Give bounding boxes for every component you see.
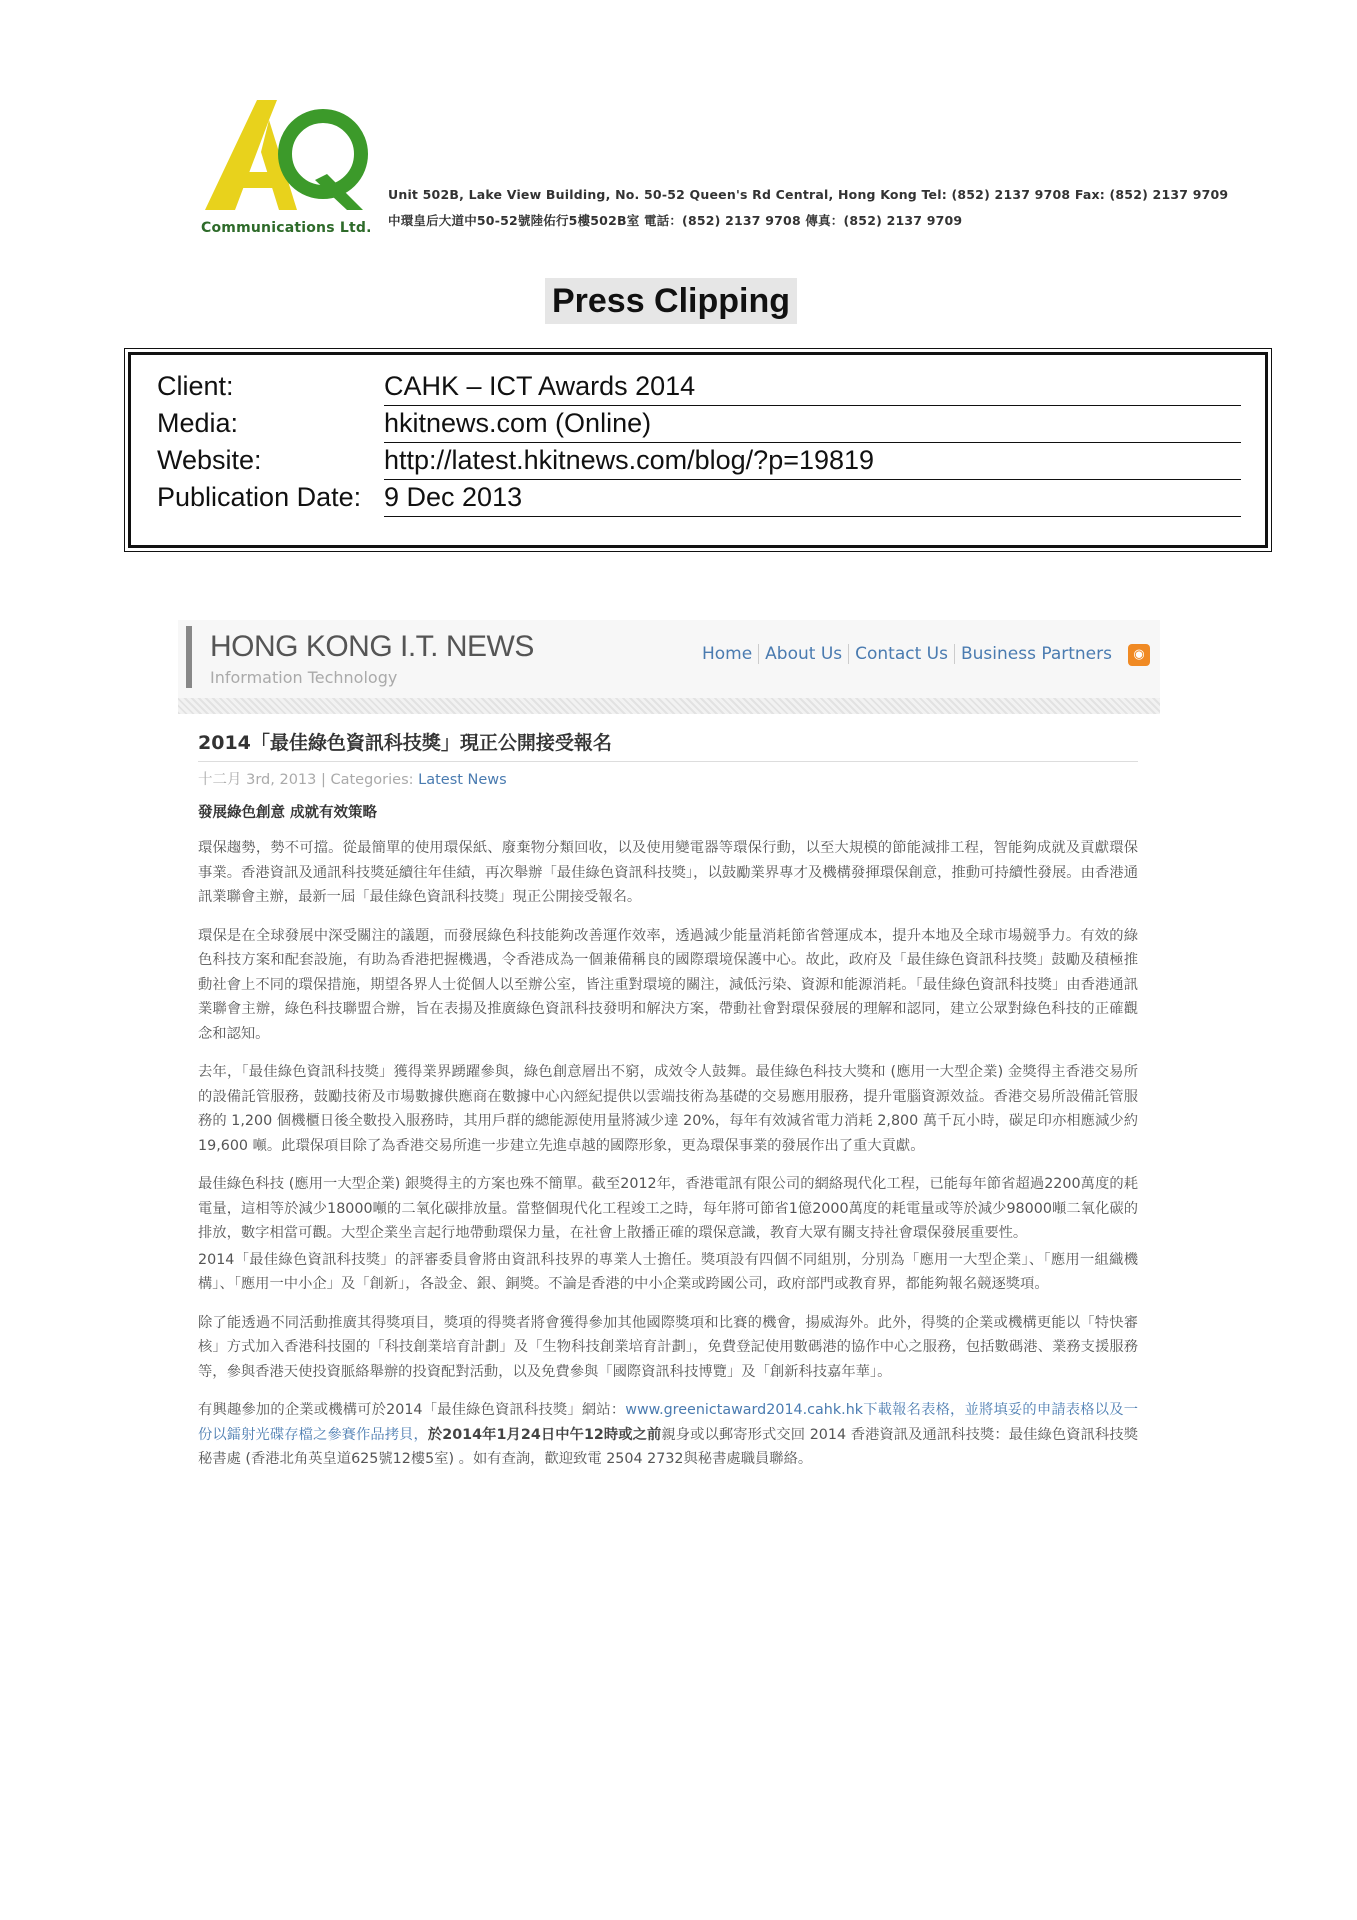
paragraph-2: 環保是在全球發展中深受關注的議題，而發展綠色科技能夠改善運作效率，透過減少能量消耗節省營運成本，提升本地及全球市場競爭力。有效的綠色科技方案和配套設施，有助為香港把握機遇，令香港成為一個兼備稱良的國際環境保護中心。故此，政府及「最佳綠色資訊科技獎」鼓勵及積極推動社會上不同的環保措施，期望各界人士從個人以至辦公室，皆注重對環境的關注，減低污染、資源和能源消耗。「最佳綠色資訊科技獎」由香港通訊業聯會主辦，綠色科技聯盟合辦，旨在表揚及推廣綠色資訊科技發明和解決方案，帶動社會對環保發展的理解和認同，建立公眾對綠色科技的正確觀念和認知。 xyxy=(198,927,1138,1042)
paragraph-4: 最佳綠色科技 (應用一大型企業) 銀獎得主的方案也殊不簡單。截至2012年，香港電訊有限公司的網絡現代化工程，已能每年節省超過2200萬度的耗電量，這相等於減少18000噸的二氧化碳排放量。當整個現代化工程竣工之時，每年將可節省1億2000萬度的耗電量或等於減少98000噸二氧化碳的排放，數字相當可觀。大型企業坐言起行地帶動環保力量，在社會上散播正確的環保意識，教育大眾有關支持社會環保發展重要性。 xyxy=(198,1176,1138,1241)
paragraph-6: 除了能透過不同活動推廣其得獎項目，獎項的得獎者將會獲得參加其他國際獎項和比賽的機會，揚威海外。此外，得獎的企業或機構更能以「特快審核」方式加入香港科技園的「科技創業培育計劃」及「生物科技創業培育計劃」，免費登記使用數碼港的協作中心之服務，包括數碼港、業務支援服務等，參與香港天使投資脈絡舉辦的投資配對活動，以及免費參與「國際資訊科技博覽」及「創新科技嘉年華」。 xyxy=(198,1314,1138,1380)
post-meta xyxy=(198,768,1138,789)
paragraph-3: 去年，「最佳綠色資訊科技獎」獲得業界踴躍參與，綠色創意層出不窮，成效令人鼓舞。最佳綠色科技大獎和 (應用一大型企業) 金獎得主香港交易所的設備託管服務，鼓勵技術及市場數據供應商在數據中心內經紀提供以雲端技術為基礎的交易應用服務，提升電腦資源效益。香港交易所設備託管服務的 1,200 個機櫃日後全數投入服務時，其用戶群的總能源使用量將減少達 20%，每年有效減省電力消耗 2,800 萬千瓦小時，碳足印亦相應減少約 19,600 噸。此環保項目除了為香港交易所進一步建立先進卓越的國際形象，更為環保事業的發展作出了重大貢獻。 xyxy=(198,1064,1138,1154)
nav-about-us[interactable]: About Us xyxy=(759,644,849,664)
aq-logo-icon xyxy=(195,92,375,222)
post-subheading: 發展綠色創意 成就有效策略 xyxy=(198,805,378,821)
company-name: Communications Ltd. xyxy=(201,220,372,236)
post-date: 十二月 3rd, 2013 | Categories: xyxy=(198,772,419,788)
site-name[interactable]: HONG KONG I.T. NEWS xyxy=(210,630,534,663)
address-english: Unit 502B, Lake View Building, No. 50-52 Queen's Rd Central, Hong Kong Tel: (852) 2137 9708 Fax: (852) 2137 9709 xyxy=(388,187,1229,202)
page-title: Press Clipping xyxy=(545,278,797,324)
date-row xyxy=(157,482,1241,518)
paragraph-7-intro: 有興趣參加的企業或機構可於2014「最佳綠色資訊科技獎」網站： xyxy=(198,1402,626,1418)
post-category[interactable]: Latest News xyxy=(418,772,507,788)
header-divider xyxy=(178,698,1160,714)
address-chinese: 中環皇后大道中50-52號陸佑行5樓502B室 電話：(852) 2137 9708 傳真：(852) 2137 9709 xyxy=(388,213,963,228)
rss-icon[interactable]: ◉ xyxy=(1128,644,1150,666)
submission-deadline: 於2014年1月24日中午12時或之前 xyxy=(427,1426,662,1443)
site-header xyxy=(178,620,1160,698)
site-nav xyxy=(696,644,1118,664)
date-label: Publication Date: xyxy=(157,482,362,512)
nav-business-partners[interactable]: Business Partners xyxy=(960,644,1112,664)
media-label: Media: xyxy=(157,408,239,438)
post-title[interactable]: 2014「最佳綠色資訊科技獎」現正公開接受報名 xyxy=(198,728,1138,762)
date-value: 9 Dec 2013 xyxy=(384,482,1241,517)
client-value: CAHK – ICT Awards 2014 xyxy=(384,371,1241,406)
letterhead xyxy=(195,92,1229,242)
paragraph-5: 2014「最佳綠色資訊科技獎」的評審委員會將由資訊科技界的專業人士擔任。獎項設有四個不同組別，分別為「應用一大型企業」、「應用一組織機構」、「應用一中小企」及「創新」，各設金、銀、銅獎。不論是香港的中小企業或跨國公司，政府部門或教育界，都能夠報名競逐獎項。 xyxy=(198,1251,1138,1292)
website-value[interactable]: http://latest.hkitnews.com/blog/?p=19819 xyxy=(384,445,1241,480)
award-website-link[interactable]: www.greenictaward2014.cahk.hk下載報名表格，並將填妥的申請表格以及一份以鐳射光碟存檔之參賽作品拷貝， xyxy=(198,1402,1138,1443)
media-value: hkitnews.com (Online) xyxy=(384,408,1241,443)
post-body xyxy=(198,728,1138,1472)
nav-contact-us[interactable]: Contact Us xyxy=(849,644,955,664)
client-label: Client: xyxy=(157,371,234,401)
nav-home[interactable]: Home xyxy=(696,644,759,664)
paragraph-1: 環保趨勢，勢不可擋。從最簡單的使用環保紙、廢棄物分類回收，以及使用變電器等環保行動，以至大規模的節能減排工程，智能夠成就及貢獻環保事業。香港資訊及通訊科技獎延續往年佳績，再次舉辦「最佳綠色資訊科技獎」，以鼓勵業界專才及機構發揮環保創意，推動可持續性發展。由香港通訊業聯會主辦，最新一屆「最佳綠色資訊科技獎」現正公開接受報名。 xyxy=(198,840,1138,905)
client-row xyxy=(157,371,1241,407)
company-logo xyxy=(195,92,375,242)
website-row xyxy=(157,445,1241,481)
news-clipping xyxy=(178,620,1160,1650)
header-accent-bar xyxy=(186,626,192,688)
site-tagline: Information Technology xyxy=(210,668,398,687)
company-address xyxy=(388,182,1228,234)
website-label: Website: xyxy=(157,445,262,475)
paragraph-7 xyxy=(198,1398,1138,1472)
media-row xyxy=(157,408,1241,444)
clipping-info-box xyxy=(128,352,1268,548)
paragraph-7-outro: 親身或以郵寄形式交回 2014 香港資訊及通訊科技獎：最佳綠色資訊科技獎秘書處 (香港北角英皇道625號12樓5室) 。如有查詢，歡迎致電 2504 2732與秘書處職員聯絡。 xyxy=(198,1426,1138,1467)
